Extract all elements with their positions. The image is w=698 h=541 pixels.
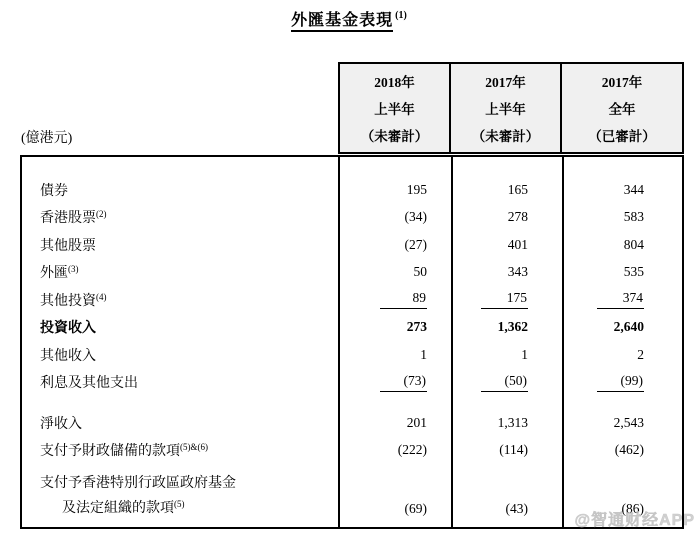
cell-value: 401 (507, 236, 528, 252)
footnote-marker: (5)&(6) (180, 442, 208, 453)
cell-value (338, 373, 451, 392)
table-body (20, 155, 684, 529)
table-row (22, 231, 682, 259)
cell-value: (34) (404, 209, 427, 225)
table-column-headers (338, 62, 684, 154)
row-label: 支付予財政儲備的款項$^{(5)\&(6)}$ (40, 442, 208, 460)
row-label: 利息及其他支出 (40, 376, 138, 392)
cell-value: 535 (623, 264, 644, 280)
column-header-line: 上半年 (485, 101, 526, 117)
column-header-line: 2017年 (601, 75, 643, 91)
cell-value: 343 (507, 264, 528, 280)
subtotal-underline: (99) (597, 373, 644, 392)
cell-value: 165 (507, 181, 528, 197)
watermark: @智通财经APP (574, 512, 695, 529)
cell-value: 2,640 (613, 319, 644, 335)
table-row (22, 176, 682, 204)
cell-value (562, 373, 682, 392)
subtotal-underline: (73) (380, 373, 427, 392)
cell-value: 1 (521, 346, 528, 362)
column-header-2017-h1 (449, 62, 562, 154)
page-title (0, 7, 698, 30)
cell-value: (114) (499, 442, 528, 458)
column-header-line: 上半年 (374, 101, 415, 117)
subtotal-underline: (50) (481, 373, 528, 392)
cell-value: 273 (406, 319, 427, 335)
table-row (22, 437, 682, 465)
row-label: 淨收入 (40, 416, 82, 432)
row-label: 支付予香港特別行政區政府基金 及法定組織的款項$^{(5)}$ (40, 476, 236, 516)
subtotal-underline: 374 (597, 290, 644, 309)
cell-value (338, 290, 451, 309)
table-row (22, 341, 682, 369)
cell-value: 1,313 (497, 414, 528, 430)
cell-value: 344 (623, 181, 644, 197)
cell-value: (69) (404, 501, 427, 516)
cell-value: (27) (404, 236, 427, 252)
cell-value: 804 (623, 236, 644, 252)
column-header-line: 全年 (608, 101, 636, 117)
cell-value: (222) (397, 442, 427, 458)
row-label: 債券 (40, 183, 68, 199)
subtotal-underline: 175 (481, 290, 528, 309)
cell-value: 1 (420, 346, 427, 362)
column-header-2017-fy (560, 62, 684, 154)
cell-value (451, 373, 562, 392)
cell-value: 278 (507, 209, 528, 225)
table-row (22, 286, 682, 314)
footnote-marker: (4) (96, 291, 107, 302)
page-title-text: 外匯基金表現 (291, 12, 393, 32)
cell-value: 50 (413, 264, 427, 280)
cell-value: 1,362 (497, 319, 528, 335)
unit-label: (億港元) (21, 131, 73, 146)
table-row (22, 409, 682, 437)
row-label: 投資收入 (40, 321, 96, 337)
row-label: 其他投資$^{(4)}$ (40, 291, 107, 309)
table-row (22, 369, 682, 397)
cell-value: (462) (614, 442, 644, 458)
column-header-line: 2017年 (485, 75, 526, 91)
row-label: 外匯$^{(3)}$ (40, 264, 79, 282)
footnote-marker: (3) (68, 264, 79, 275)
column-header-line: （已審計） (588, 128, 656, 144)
table-rows (22, 157, 682, 527)
cell-value: (43) (505, 501, 528, 516)
row-label: 其他收入 (40, 348, 96, 364)
title-footnote-marker: (1) (395, 10, 407, 21)
row-label: 其他股票 (40, 238, 96, 254)
column-header-line: （未審計） (471, 128, 540, 144)
cell-value: 2,543 (613, 414, 644, 430)
cell-value: 2 (637, 346, 644, 362)
table-row (22, 259, 682, 287)
cell-value: 583 (623, 209, 644, 225)
cell-value (451, 290, 562, 309)
cell-value: (86) (621, 501, 644, 516)
cell-value: 201 (406, 414, 427, 430)
column-header-line: （未審計） (360, 128, 429, 144)
table-row (22, 314, 682, 342)
cell-value: 195 (406, 181, 427, 197)
subtotal-underline: 89 (380, 290, 427, 309)
column-header-2018-h1 (338, 62, 451, 154)
cell-value (562, 290, 682, 309)
table-row (22, 204, 682, 232)
row-label: 香港股票$^{(2)}$ (40, 209, 107, 227)
footnote-marker: (5) (174, 499, 185, 509)
footnote-marker: (2) (96, 209, 107, 220)
column-header-line: 2018年 (374, 75, 415, 91)
